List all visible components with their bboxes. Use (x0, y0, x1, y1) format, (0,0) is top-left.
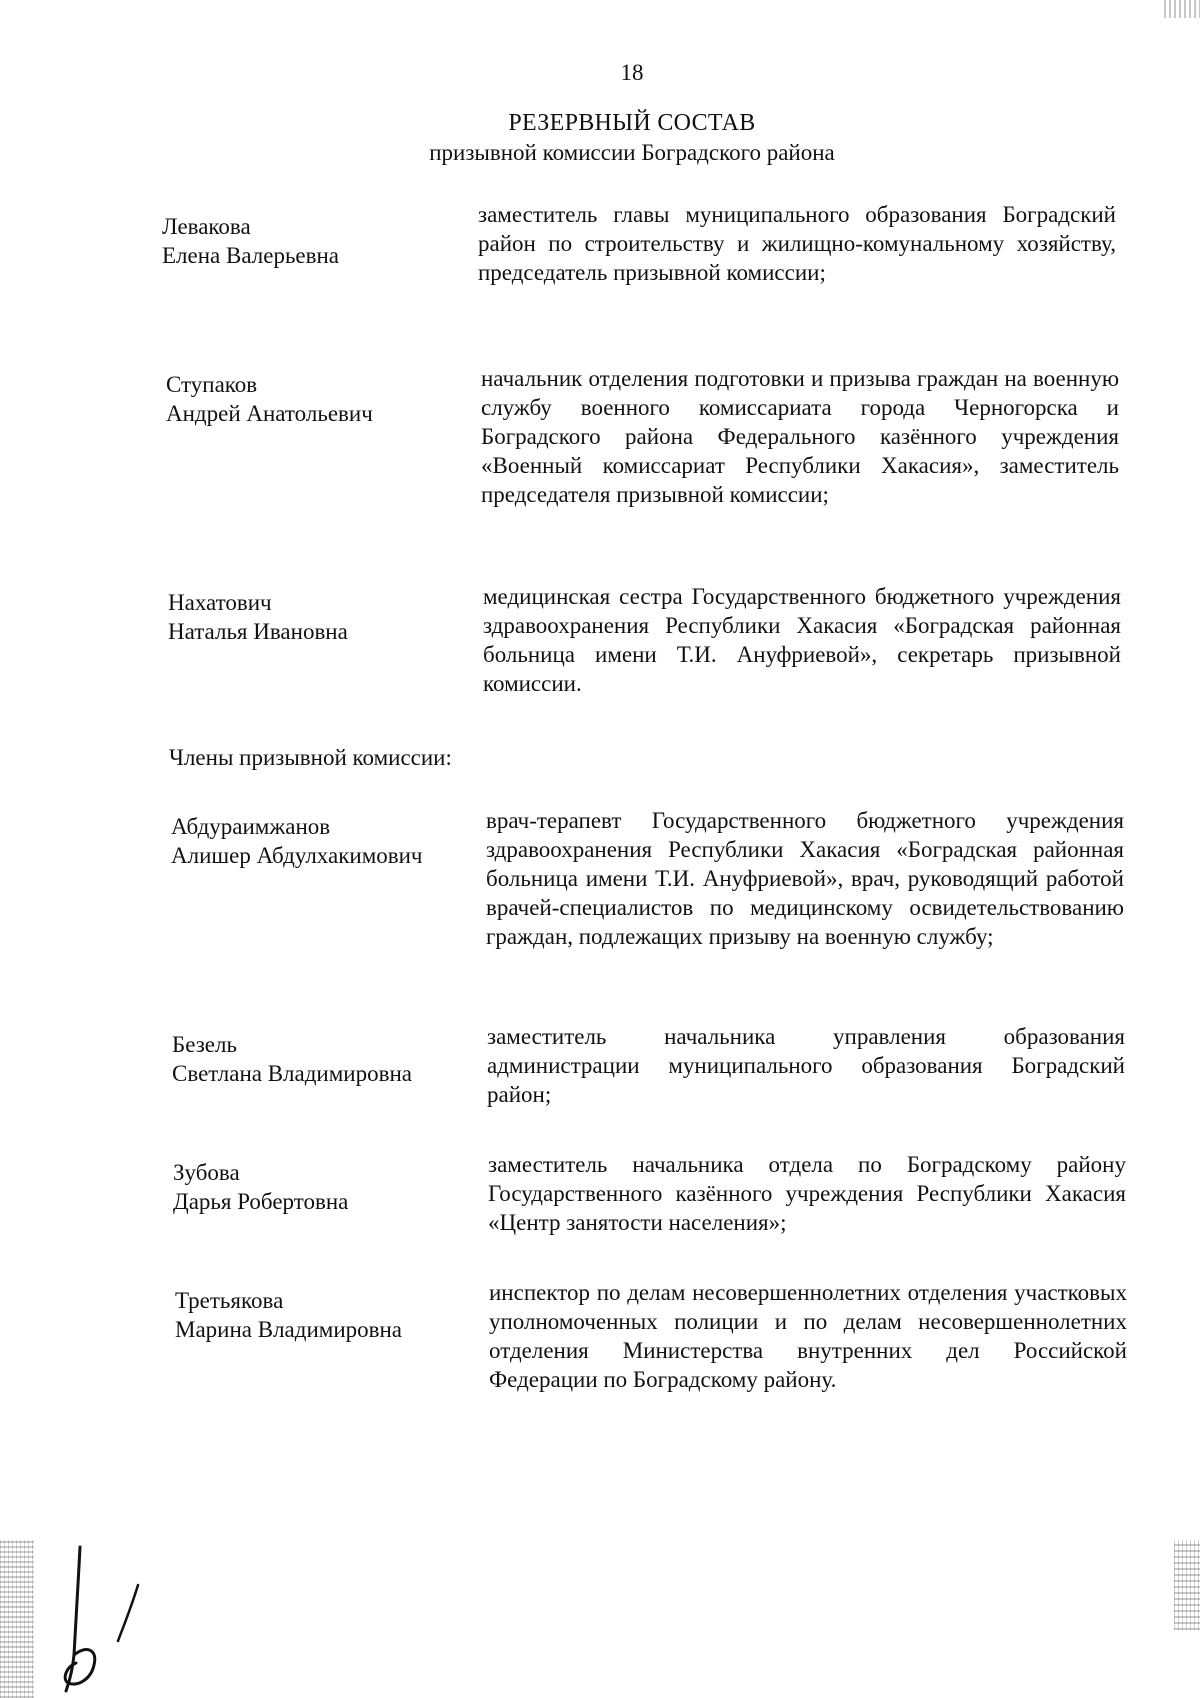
person-role: начальник отделения подготовки и призыва граждан на военную службу военного комиссариата города Черногорска и Боградского района Федерального казённого учреждения «Военный комиссариат Республики Хакасия», заместитель председателя призывной комиссии; (481, 366, 1119, 507)
person-role: заместитель начальника отдела по Боградскому району Государственного казённого учреждения Республики Хакасия «Центр занятости населения»; (488, 1152, 1126, 1235)
person-name (173, 1158, 483, 1216)
page-number: 18 (620, 60, 644, 85)
person-role: заместитель начальника управления образования администрации муниципального образования Боградский район; (487, 1024, 1125, 1107)
handwritten-signature (58, 1545, 148, 1695)
person-given-names: Марина Владимировна (175, 1317, 403, 1342)
person-given-names: Андрей Анатольевич (166, 401, 373, 426)
document-subtitle: призывной комиссии Боградского района (429, 140, 835, 165)
person-given-names: Елена Валерьевна (162, 243, 340, 268)
person-surname: Безель (172, 1032, 237, 1057)
person-given-names: Светлана Владимировна (172, 1061, 412, 1086)
scan-artifact (0, 1540, 34, 1698)
person-given-names: Дарья Робертовна (173, 1189, 349, 1214)
document-title: РЕЗЕРВНЫЙ СОСТАВ (508, 110, 756, 136)
person-name (166, 370, 476, 428)
person-role: врач-терапевт Государственного бюджетного учреждения здравоохранения Республики Хакасия «Боградская районная больница имени Т.И. Ануфриевой», врач, руководящий работой врачей-специалистов по медицинскому освидетельствованию граждан, подлежащих призыву на военную службу; (486, 808, 1124, 949)
person-name (162, 212, 472, 270)
person-name (171, 812, 481, 870)
person-role: заместитель главы муниципального образования Боградский район по строительству и жилищно-комунальному хозяйству, председатель призывной комиссии; (478, 202, 1116, 285)
scan-artifact (1174, 1540, 1200, 1630)
members-heading: Члены призывной комиссии: (169, 745, 452, 770)
person-surname: Зубова (173, 1160, 240, 1185)
person-given-names: Наталья Ивановна (168, 619, 348, 644)
person-surname: Третьякова (175, 1288, 284, 1313)
person-name (175, 1286, 485, 1344)
person-surname: Нахатович (168, 590, 272, 615)
person-name (168, 588, 478, 646)
person-surname: Ступаков (166, 372, 258, 397)
person-given-names: Алишер Абдулхакимович (171, 843, 423, 868)
person-surname: Абдураимжанов (171, 814, 331, 839)
person-surname: Левакова (162, 214, 251, 239)
person-role: инспектор по делам несовершеннолетних отделения участковых уполномоченных полиции и по делам несовершеннолетних отделения Министерства внутренних дел Российской Федерации по Боградскому району. (489, 1280, 1127, 1392)
person-name (172, 1030, 482, 1088)
scan-artifact (1164, 0, 1200, 18)
person-role: медицинская сестра Государственного бюджетного учреждения здравоохранения Республики Хакасия «Боградская районная больница имени Т.И. Ануфриевой», секретарь призывной комиссии. (483, 584, 1121, 696)
